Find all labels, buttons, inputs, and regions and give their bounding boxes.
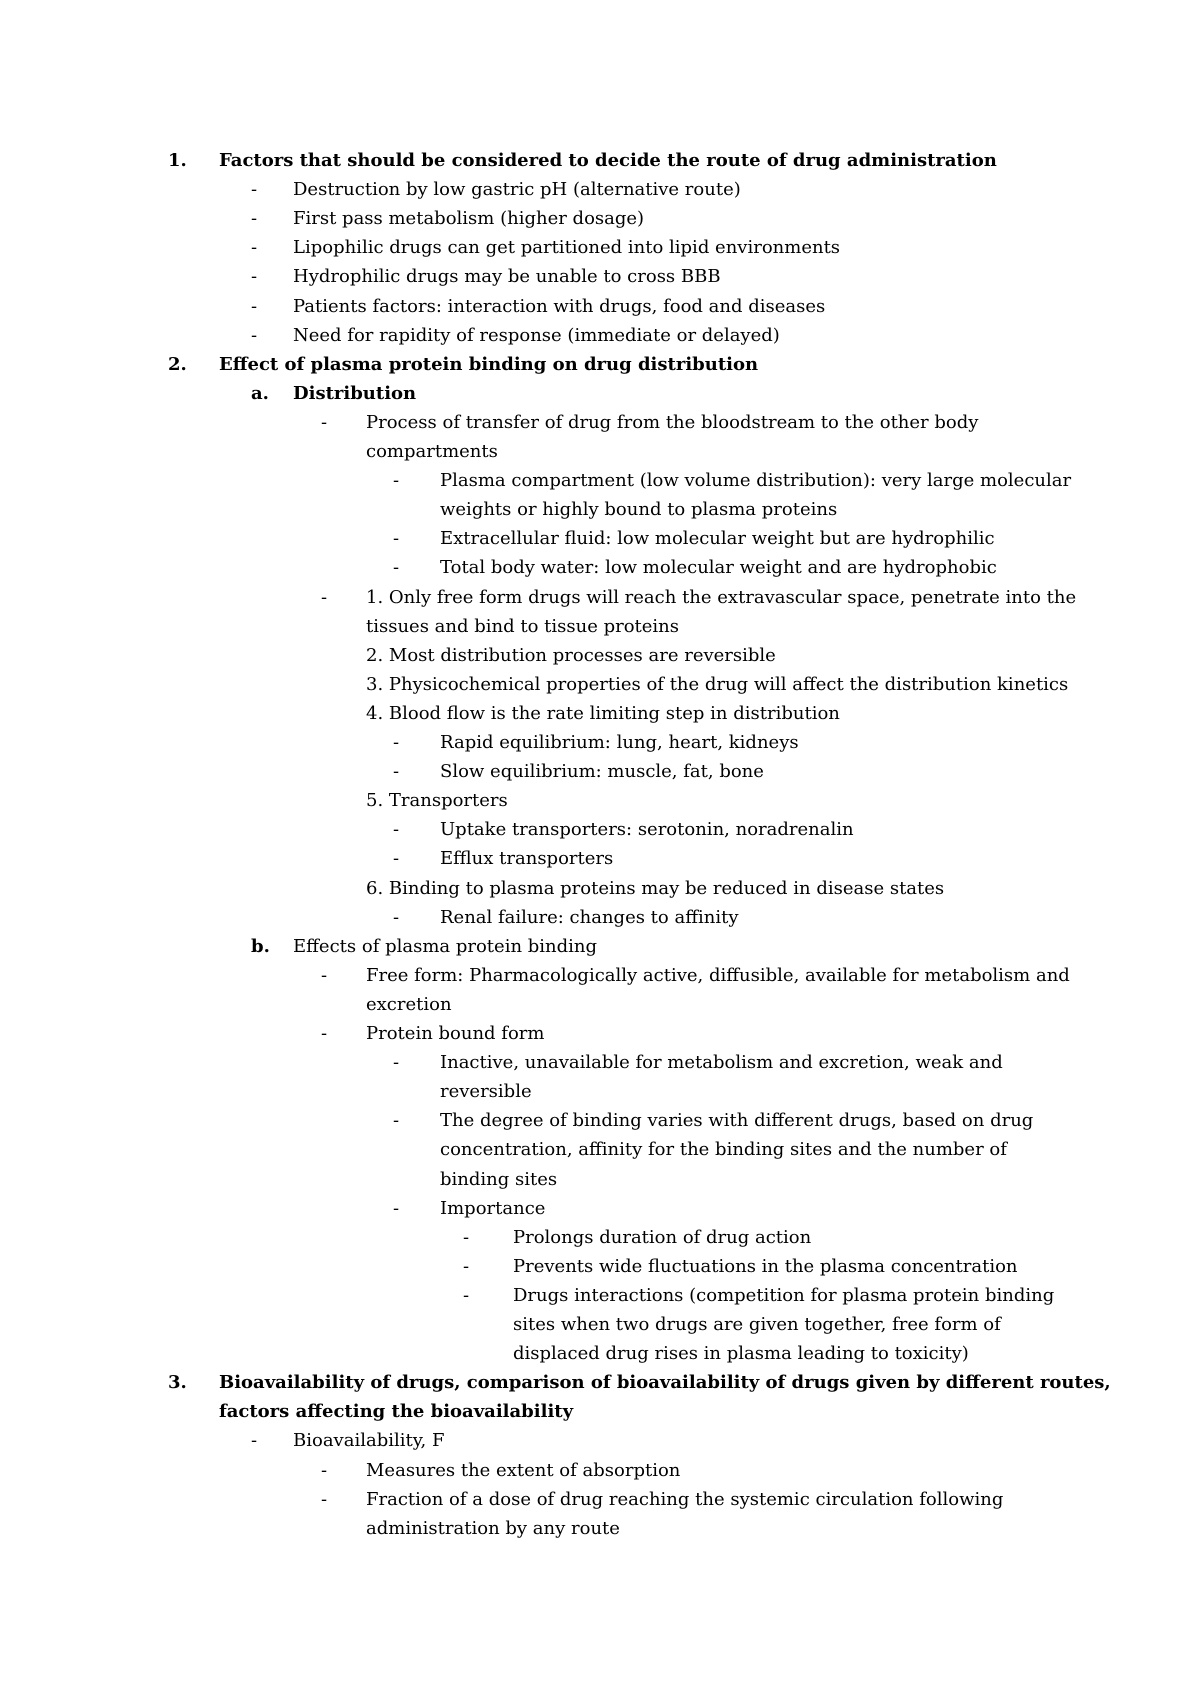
list-item-text: Plasma compartment (low volume distribution): very large molecular: [440, 470, 1072, 491]
list-item-text: Patients factors: interaction with drugs, food and diseases: [293, 296, 826, 317]
list-item-text: Fraction of a dose of drug reaching the systemic circulation following: [366, 1489, 1004, 1510]
dash-bullet: -: [320, 1460, 328, 1481]
list-item-text: Distribution: [293, 383, 417, 404]
list-item-text: Inactive, unavailable for metabolism and excretion, weak and: [440, 1052, 1003, 1073]
list-item-text: Prolongs duration of drug action: [513, 1227, 812, 1248]
list-item-text: Lipophilic drugs can get partitioned into lipid environments: [293, 237, 841, 258]
section-heading-line: factors affecting the bioavailability: [219, 1401, 574, 1422]
list-item-text: Destruction by low gastric pH (alternative route): [293, 179, 741, 200]
list-item-text: Hydrophilic drugs may be unable to cross BBB: [293, 266, 721, 287]
dash-bullet: -: [392, 907, 400, 928]
list-item-text: sites when two drugs are given together, free form of: [513, 1314, 1001, 1335]
dash-bullet: -: [392, 1052, 400, 1073]
dash-bullet: -: [320, 965, 328, 986]
dash-bullet: -: [250, 237, 258, 258]
list-item-text: displaced drug rises in plasma leading to toxicity): [513, 1343, 969, 1364]
list-item-text: excretion: [366, 994, 452, 1015]
list-item-text: concentration, affinity for the binding sites and the number of: [440, 1139, 1007, 1160]
dash-bullet: -: [392, 528, 400, 549]
list-item-text: weights or highly bound to plasma proteins: [440, 499, 838, 520]
list-number: b.: [251, 936, 270, 957]
list-number: a.: [251, 383, 269, 404]
dash-bullet: -: [462, 1227, 470, 1248]
dash-bullet: -: [392, 1198, 400, 1219]
list-item-text: Process of transfer of drug from the bloodstream to the other body: [366, 412, 979, 433]
list-item-text: Measures the extent of absorption: [366, 1460, 681, 1481]
list-item-text: Rapid equilibrium: lung, heart, kidneys: [440, 732, 799, 753]
list-item-text: 6. Binding to plasma proteins may be reduced in disease states: [366, 878, 945, 899]
list-item-text: Prevents wide fluctuations in the plasma concentration: [513, 1256, 1018, 1277]
dash-bullet: -: [250, 1430, 258, 1451]
section-heading-line: Effect of plasma protein binding on drug distribution: [219, 354, 759, 375]
dash-bullet: -: [392, 819, 400, 840]
list-item-text: First pass metabolism (higher dosage): [293, 208, 645, 229]
dash-bullet: -: [250, 325, 258, 346]
dash-bullet: -: [462, 1285, 470, 1306]
dash-bullet: -: [320, 1489, 328, 1510]
list-item-text: Bioavailability, F: [293, 1430, 445, 1451]
dash-bullet: -: [392, 761, 400, 782]
dash-bullet: -: [392, 1110, 400, 1131]
list-item-text: Importance: [440, 1198, 546, 1219]
dash-bullet: -: [320, 587, 328, 608]
dash-bullet: -: [462, 1256, 470, 1277]
list-item-text: Protein bound form: [366, 1023, 545, 1044]
list-item-text: 5. Transporters: [366, 790, 508, 811]
list-item-text: binding sites: [440, 1169, 558, 1190]
list-item-text: 4. Blood flow is the rate limiting step in distribution: [366, 703, 840, 724]
list-item-text: Extracellular fluid: low molecular weight but are hydrophilic: [440, 528, 995, 549]
dash-bullet: -: [250, 266, 258, 287]
list-item-text: Efflux transporters: [440, 848, 614, 869]
dash-bullet: -: [250, 179, 258, 200]
dash-bullet: -: [250, 208, 258, 229]
section-heading-line: Bioavailability of drugs, comparison of bioavailability of drugs given by different routes,: [219, 1372, 1111, 1393]
list-item-text: tissues and bind to tissue proteins: [366, 616, 680, 637]
list-item-text: reversible: [440, 1081, 532, 1102]
list-item-text: Need for rapidity of response (immediate or delayed): [293, 325, 780, 346]
dash-bullet: -: [392, 732, 400, 753]
list-item-text: compartments: [366, 441, 498, 462]
list-item-text: Total body water: low molecular weight and are hydrophobic: [440, 557, 997, 578]
dash-bullet: -: [392, 848, 400, 869]
list-item-text: 3. Physicochemical properties of the drug will affect the distribution kinetics: [366, 674, 1069, 695]
list-number: 2.: [168, 354, 187, 375]
dash-bullet: -: [392, 557, 400, 578]
list-item-text: Effects of plasma protein binding: [293, 936, 598, 957]
list-item-text: Drugs interactions (competition for plasma protein binding: [513, 1285, 1055, 1306]
list-item-text: Slow equilibrium: muscle, fat, bone: [440, 761, 764, 782]
list-item-text: The degree of binding varies with different drugs, based on drug: [440, 1110, 1034, 1131]
dash-bullet: -: [320, 1023, 328, 1044]
list-item-text: Uptake transporters: serotonin, noradrenalin: [440, 819, 854, 840]
list-item-text: administration by any route: [366, 1518, 620, 1539]
list-number: 3.: [168, 1372, 187, 1393]
list-item-text: 1. Only free form drugs will reach the extravascular space, penetrate into the: [366, 587, 1077, 608]
dash-bullet: -: [250, 296, 258, 317]
dash-bullet: -: [392, 470, 400, 491]
list-item-text: Renal failure: changes to affinity: [440, 907, 739, 928]
list-number: 1.: [168, 150, 187, 171]
list-item-text: Free form: Pharmacologically active, diffusible, available for metabolism and: [366, 965, 1070, 986]
list-item-text: 2. Most distribution processes are reversible: [366, 645, 776, 666]
section-heading-line: Factors that should be considered to decide the route of drug administration: [219, 150, 997, 171]
dash-bullet: -: [320, 412, 328, 433]
